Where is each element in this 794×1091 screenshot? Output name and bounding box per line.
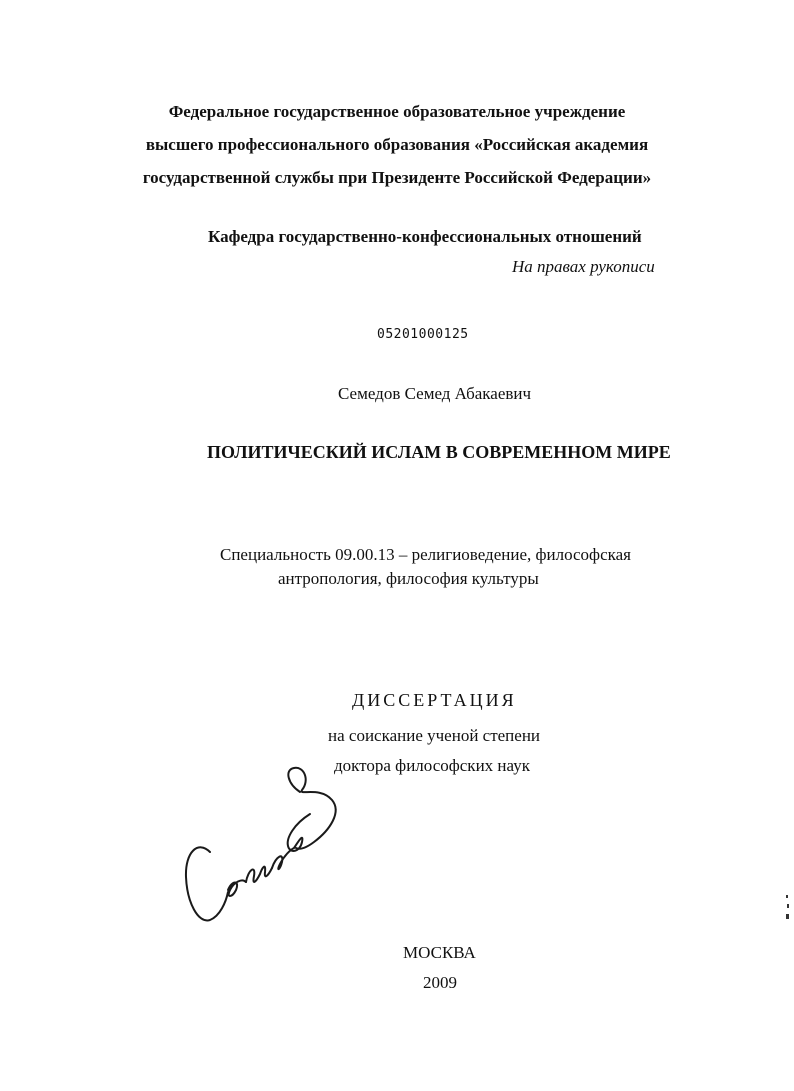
institution-line-1: Федеральное государственное образовательное учреждение <box>168 102 626 121</box>
degree-line-2: доктора философских наук <box>334 756 530 775</box>
year: 2009 <box>423 973 457 992</box>
document-type: ДИССЕРТАЦИЯ <box>352 690 517 710</box>
scan-edge-marks <box>783 893 793 923</box>
specialty-line-2: антропология, философия культуры <box>278 569 539 588</box>
department-name: Кафедра государственно-конфессиональных отношений <box>208 227 642 246</box>
institution-line-3: государственной службы при Президенте Российской Федерации» <box>142 168 652 187</box>
institution-line-2: высшего профессионального образования «Российская академия <box>145 135 649 154</box>
handwritten-signature <box>170 752 350 932</box>
institution-block <box>0 95 794 194</box>
city: МОСКВА <box>403 943 476 962</box>
registration-number: 05201000125 <box>377 327 469 342</box>
degree-line-1: на соискание ученой степени <box>328 726 541 745</box>
dissertation-title: ПОЛИТИЧЕСКИЙ ИСЛАМ В СОВРЕМЕННОМ МИРЕ <box>207 442 671 462</box>
manuscript-rights-note: На правах рукописи <box>512 257 655 276</box>
specialty-line-1: Специальность 09.00.13 – религиоведение, философская <box>220 545 631 564</box>
author-name: Семедов Семед Абакаевич <box>338 384 532 403</box>
